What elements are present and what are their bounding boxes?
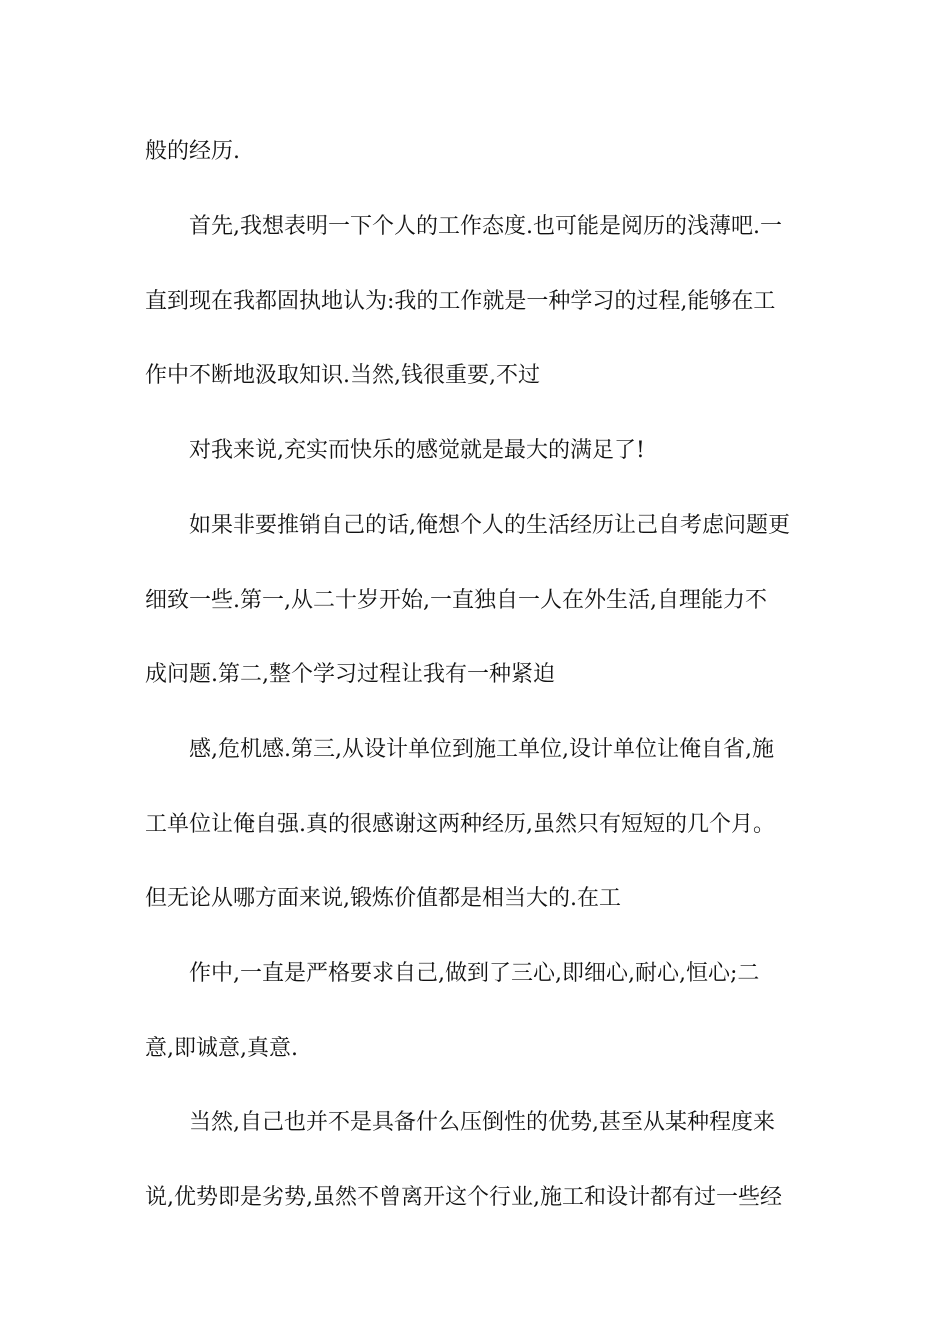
text-line: 对我来说,充实而快乐的感觉就是最大的满足了! [189, 438, 645, 463]
text-line: 但无论从哪方面来说,锻炼价值都是相当大的.在工 [145, 886, 621, 911]
text-line: 如果非要推销自己的话,俺想个人的生活经历让己自考虑问题更 [189, 513, 790, 538]
text-line: 般的经历. [145, 139, 240, 164]
text-line: 说,优势即是劣势,虽然不曾离开这个行业,施工和设计都有过一些经 [145, 1185, 782, 1210]
text-line: 首先,我想表明一下个人的工作态度.也可能是阅历的浅薄吧.一 [189, 214, 782, 239]
text-line: 直到现在我都固执地认为:我的工作就是一种学习的过程,能够在工 [145, 289, 776, 314]
text-line: 当然,自己也并不是具备什么压倒性的优势,甚至从某种程度来 [189, 1110, 775, 1135]
text-line: 作中不断地汲取知识.当然,钱很重要,不过 [145, 363, 540, 388]
text-line: 工单位让俺自强.真的很感谢这两种经历,虽然只有短短的几个月。 [145, 812, 775, 837]
text-line: 意,即诚意,真意. [145, 1036, 298, 1061]
text-line: 作中,一直是严格要求自己,做到了三心,即细心,耐心,恒心;二 [189, 961, 760, 986]
text-line: 感,危机感.第三,从设计单位到施工单位,设计单位让俺自省,施 [189, 737, 774, 762]
text-line: 细致一些.第一,从二十岁开始,一直独自一人在外生活,自理能力不 [145, 588, 767, 613]
text-line: 成问题.第二,整个学习过程让我有一种紧迫 [145, 662, 555, 687]
